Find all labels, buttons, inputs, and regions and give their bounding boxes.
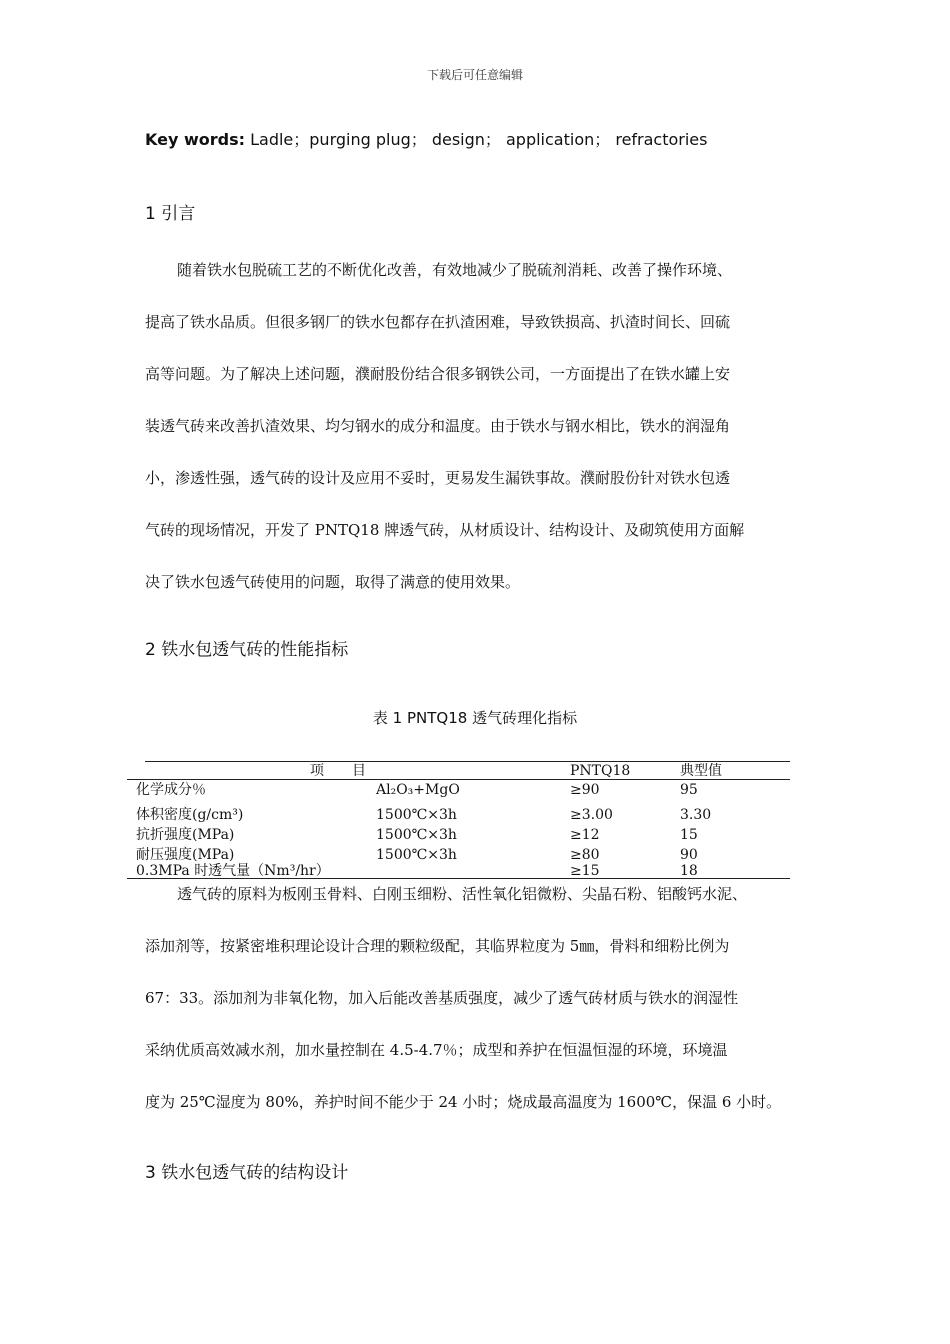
table-header-typical: 典型值 [680, 763, 722, 779]
keywords-text: Ladle；purging plug； design； application； refractories [245, 130, 708, 149]
paragraph-line: 决了铁水包透气砖使用的问题，取得了满意的使用效果。 [145, 573, 521, 591]
table-cell-typical: 3.30 [680, 807, 712, 823]
table-cell-condition: 1500℃×3h [376, 807, 457, 823]
paragraph-line: 提高了铁水品质。但很多钢厂的铁水包都存在扒渣困难，导致铁损高、扒渣时间长、回硫 [145, 313, 731, 331]
paragraph-line: 随着铁水包脱硫工艺的不断优化改善，有效地减少了脱硫剂消耗、改善了操作环境、 [177, 261, 733, 279]
section-2-heading: 2 铁水包透气砖的性能指标 [145, 640, 349, 660]
keywords-line [145, 127, 708, 150]
paragraph-line: 透气砖的原料为板刚玉骨料、白刚玉细粉、活性氧化铝微粉、尖晶石粉、铝酸钙水泥、 [177, 885, 748, 903]
table-cell-condition: Al₂O₃+MgO [376, 782, 460, 798]
section-3-heading: 3 铁水包透气砖的结构设计 [145, 1163, 349, 1183]
table-cell-spec: ≥80 [570, 847, 600, 863]
paragraph-line: 67：33。添加剂为非氧化物，加入后能改善基质强度，减少了透气砖材质与铁水的润湿性 [145, 989, 739, 1007]
table-header-spec: PNTQ18 [570, 763, 631, 779]
keywords-label: Key words: [145, 130, 246, 149]
table-cell-item: 耐压强度(MPa) [136, 847, 235, 863]
table-cell-item: 0.3MPa 时透气量（Nm³/hr） [136, 863, 330, 879]
section-1-heading: 1 引言 [145, 204, 196, 224]
table-header-item: 项 目 [310, 763, 366, 779]
section-2-paragraph [145, 868, 815, 1128]
table-cell-item: 抗折强度(MPa) [136, 827, 235, 843]
paragraph-line: 装透气砖来改善扒渣效果、均匀钢水的成分和温度。由于铁水与钢水相比，铁水的润湿角 [145, 417, 731, 435]
table-cell-spec: ≥3.00 [570, 807, 613, 823]
paragraph-line: 高等问题。为了解决上述问题，濮耐股份结合很多钢铁公司，一方面提出了在铁水罐上安 [145, 365, 731, 383]
paragraph-line: 添加剂等，按紧密堆积理论设计合理的颗粒级配，其临界粒度为 5㎜，骨料和细粉比例为 [145, 937, 730, 955]
page-header: 下载后可任意编辑 [426, 68, 523, 82]
paragraph-line: 小，渗透性强，透气砖的设计及应用不妥时，更易发生漏铁事故。濮耐股份针对铁水包透 [145, 469, 731, 487]
table-cell-spec: ≥90 [570, 782, 600, 798]
paragraph-line: 度为 25℃湿度为 80%，养护时间不能少于 24 小时；烧成最高温度为 1600℃，保温 6 小时。 [145, 1093, 782, 1111]
section-1-paragraph [145, 244, 815, 608]
table-cell-typical: 90 [680, 847, 698, 863]
table-cell-typical: 18 [680, 863, 698, 879]
table-cell-spec: ≥12 [570, 827, 600, 843]
table-cell-item: 化学成分％ [136, 782, 206, 798]
table-cell-condition: 1500℃×3h [376, 847, 457, 863]
table-cell-item: 体积密度(g/cm³) [136, 807, 244, 823]
table-cell-typical: 95 [680, 782, 698, 798]
table-cell-spec: ≥15 [570, 863, 600, 879]
table-cell-typical: 15 [680, 827, 698, 843]
table-cell-condition: 1500℃×3h [376, 827, 457, 843]
paragraph-line: 采纳优质高效减水剂，加水量控制在 4.5-4.7％；成型和养护在恒温恒湿的环境，环境温 [145, 1041, 728, 1059]
paragraph-line: 气砖的现场情况，开发了 PNTQ18 牌透气砖，从材质设计、结构设计、及砌筑使用方面解 [145, 521, 745, 539]
table-caption: 表 1 PNTQ18 透气砖理化指标 [372, 709, 578, 727]
